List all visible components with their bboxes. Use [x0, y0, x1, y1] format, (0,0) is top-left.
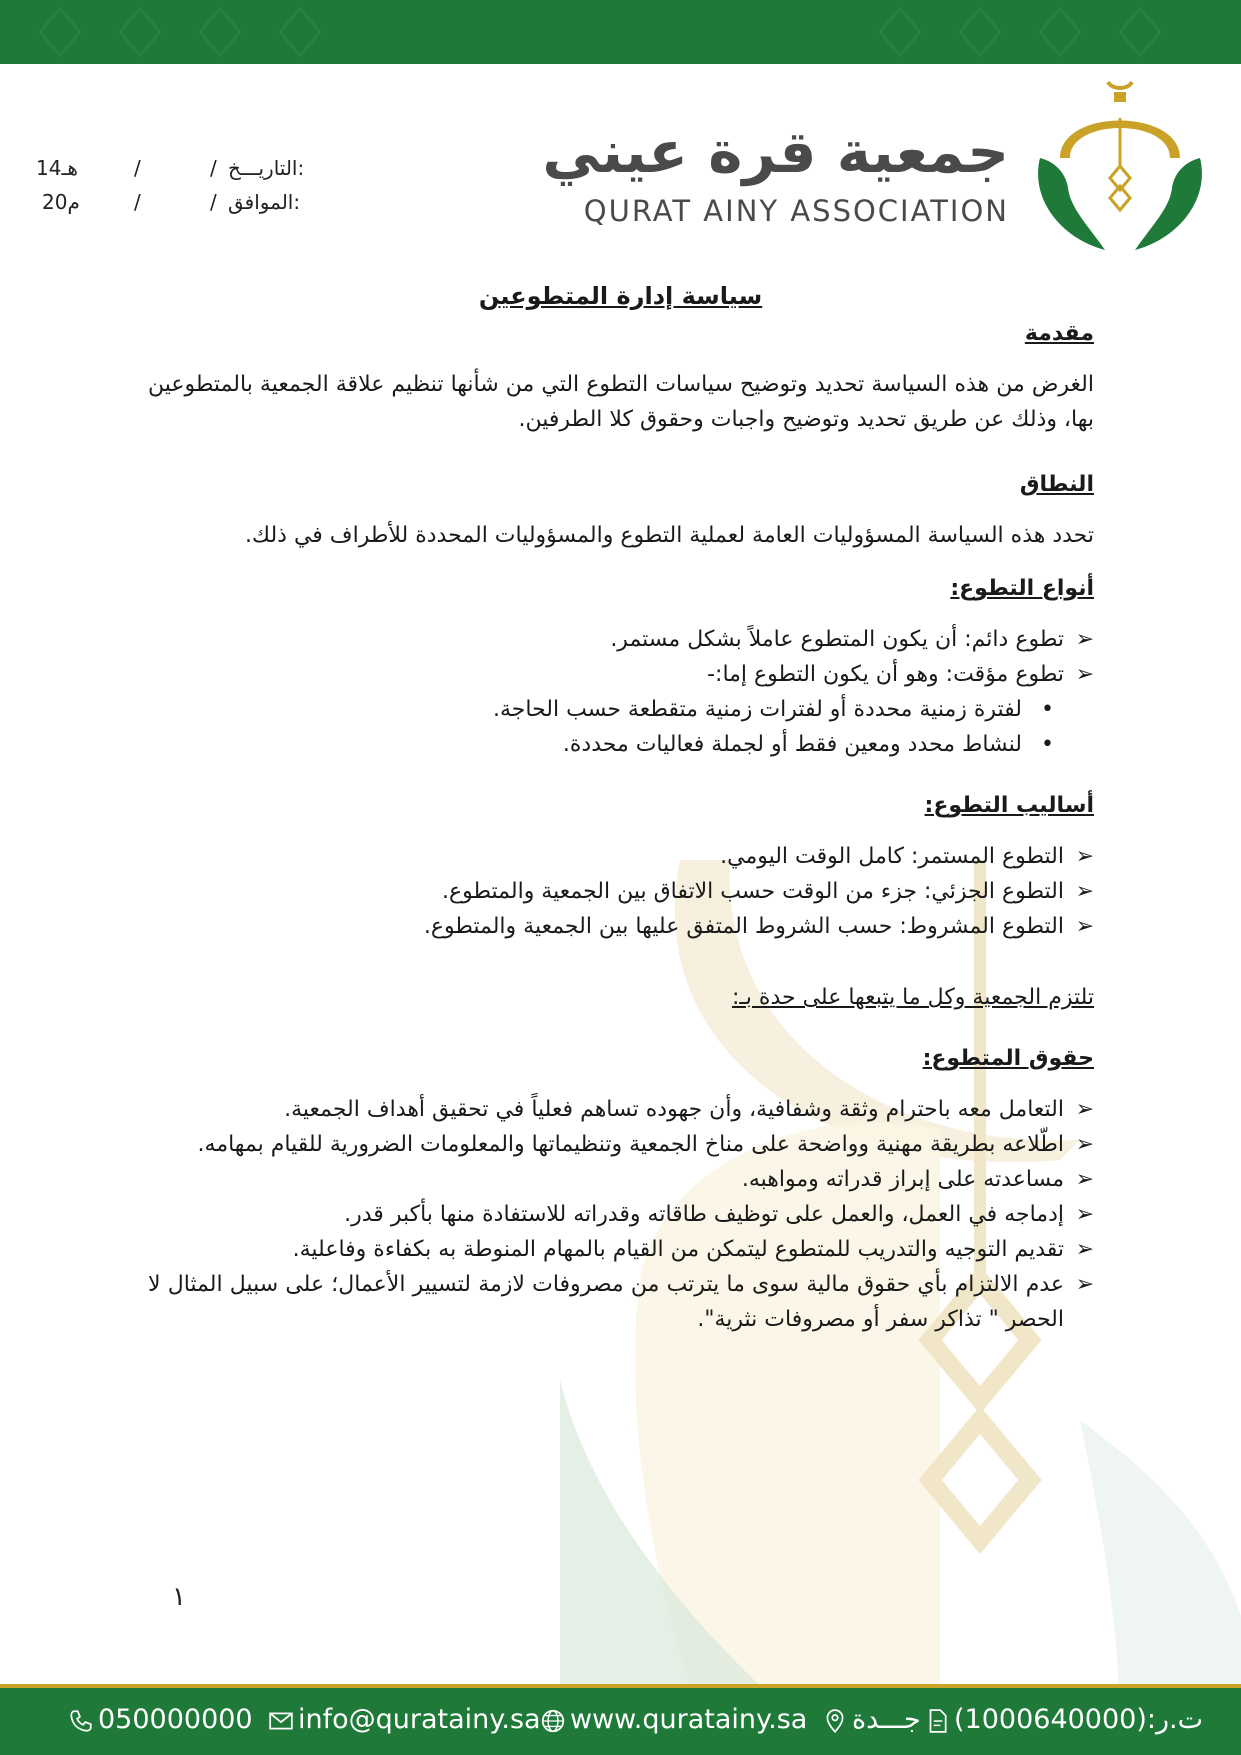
list-item: • لنشاط محدد ومعين فقط أو لجملة فعاليات محددة.	[148, 727, 1094, 762]
footer	[0, 1688, 1241, 1755]
date-slash: /	[134, 156, 141, 180]
types-list	[148, 622, 1094, 692]
arrow-bullet-icon: ➢	[1075, 844, 1094, 869]
phone-icon	[68, 1708, 94, 1734]
date-slash: /	[210, 190, 217, 214]
agree-label: الموافق:	[228, 190, 301, 214]
arrow-bullet-icon: ➢	[1075, 1097, 1094, 1122]
brand-name-english: QURAT AINY ASSOCIATION	[583, 194, 1009, 228]
hijri-date-row	[36, 156, 306, 190]
email-contact[interactable]: info@quratainy.sa	[268, 1704, 541, 1735]
commitment-line: تلتزم الجمعية وكل ما يتبعها على حدة بـ:	[731, 985, 1094, 1010]
arrow-bullet-icon: ➢	[1075, 1237, 1094, 1262]
dot-bullet-icon: •	[1041, 732, 1054, 757]
arrow-bullet-icon: ➢	[1075, 1272, 1094, 1297]
location-pin-icon	[822, 1708, 848, 1734]
arrow-bullet-icon: ➢	[1075, 1202, 1094, 1227]
list-item: ➢ تطوع مؤقت: وهو أن يكون التطوع إما:-	[148, 657, 1094, 692]
mail-icon	[268, 1708, 294, 1734]
document-title: سياسة إدارة المتطوعين	[478, 282, 763, 310]
arrow-bullet-icon: ➢	[1075, 662, 1094, 687]
list-item: ➢ مساعدته على إبراز قدراته ومواهبه.	[148, 1162, 1094, 1197]
methods-heading: أساليب التطوع:	[924, 793, 1094, 818]
scope-text: تحدد هذه السياسة المسؤوليات العامة لعملية التطوع والمسؤوليات المحددة للأطراف في ذلك.	[244, 523, 1094, 548]
footer-contacts	[68, 1704, 1204, 1740]
location-contact: جـــدة	[822, 1704, 921, 1735]
list-item: ➢ تطوع دائم: أن يكون المتطوع عاملاً بشكل مستمر.	[148, 622, 1094, 657]
association-logo-icon	[1030, 78, 1210, 258]
registration-number: ت.ر:(1000640000)	[924, 1704, 1203, 1735]
intro-heading: مقدمة	[1024, 321, 1094, 346]
list-item: ➢ عدم الالتزام بأي حقوق مالية سوى ما يترتب من مصروفات لازمة لتسيير الأعمال؛ على سبيل المثال لا الحصر " تذاكر سفر أو مصروفات نثرية".	[148, 1267, 1094, 1337]
phone-contact[interactable]: 050000000	[68, 1704, 253, 1735]
globe-icon	[540, 1708, 566, 1734]
document-icon	[924, 1708, 950, 1734]
document-body	[148, 316, 1094, 1337]
arrow-bullet-icon: ➢	[1075, 627, 1094, 652]
arrow-bullet-icon: ➢	[1075, 1132, 1094, 1157]
brand-name-arabic: جمعية قرة عيني	[542, 118, 1009, 186]
pattern-decoration	[0, 0, 1241, 64]
website-link[interactable]: www.quratainy.sa	[540, 1704, 807, 1735]
list-item: ➢ التعامل معه باحترام وثقة وشفافية، وأن جهوده تساهم فعلياً في تحقيق أهداف الجمعية.	[148, 1092, 1094, 1127]
list-item: ➢ التطوع المستمر: كامل الوقت اليومي.	[148, 839, 1094, 874]
types-heading: أنواع التطوع:	[950, 576, 1094, 601]
rights-heading: حقوق المتطوع:	[922, 1046, 1094, 1071]
list-item: ➢ التطوع الجزئي: جزء من الوقت حسب الاتفاق بين الجمعية والمتطوع.	[148, 874, 1094, 909]
list-item: ➢ التطوع المشروط: حسب الشروط المتفق عليها بين الجمعية والمتطوع.	[148, 909, 1094, 944]
list-item: ➢ إدماجه في العمل، والعمل على توظيف طاقاته وقدراته للاستفادة منها بأكبر قدر.	[148, 1197, 1094, 1232]
temporary-types-sublist	[148, 692, 1094, 762]
date-block	[36, 156, 306, 224]
date-slash: /	[134, 190, 141, 214]
arrow-bullet-icon: ➢	[1075, 879, 1094, 904]
top-band	[0, 0, 1241, 64]
arrow-bullet-icon: ➢	[1075, 1167, 1094, 1192]
page-number: ١	[172, 1582, 186, 1612]
gregorian-suffix: 20م	[42, 190, 80, 214]
gregorian-date-row	[36, 190, 306, 224]
date-slash: /	[210, 156, 217, 180]
methods-list	[148, 839, 1094, 944]
intro-text: الغرض من هذه السياسة تحديد وتوضيح سياسات التطوع التي من شأنها تنظيم علاقة الجمعية بالمتطوعين بها، وذلك عن طريق تحديد وتوضيح واجبات وحقوق كلا الطرفين.	[148, 372, 1094, 432]
dot-bullet-icon: •	[1041, 697, 1054, 722]
list-item: ➢ تقديم التوجيه والتدريب للمتطوع ليتمكن من القيام بالمهام المنوطة به بكفاءة وفاعلية.	[148, 1232, 1094, 1267]
arrow-bullet-icon: ➢	[1075, 914, 1094, 939]
list-item: ➢ اطّلاعه بطريقة مهنية وواضحة على مناخ الجمعية وتنظيماتها والمعلومات الضرورية للقيام بمهامه.	[148, 1127, 1094, 1162]
rights-list	[148, 1092, 1094, 1337]
scope-heading: النطاق	[1019, 472, 1094, 497]
list-item: • لفترة زمنية محددة أو لفترات زمنية متقطعة حسب الحاجة.	[148, 692, 1094, 727]
hijri-suffix: 14هـ	[36, 156, 78, 180]
date-label: التاريـــخ:	[228, 156, 305, 180]
